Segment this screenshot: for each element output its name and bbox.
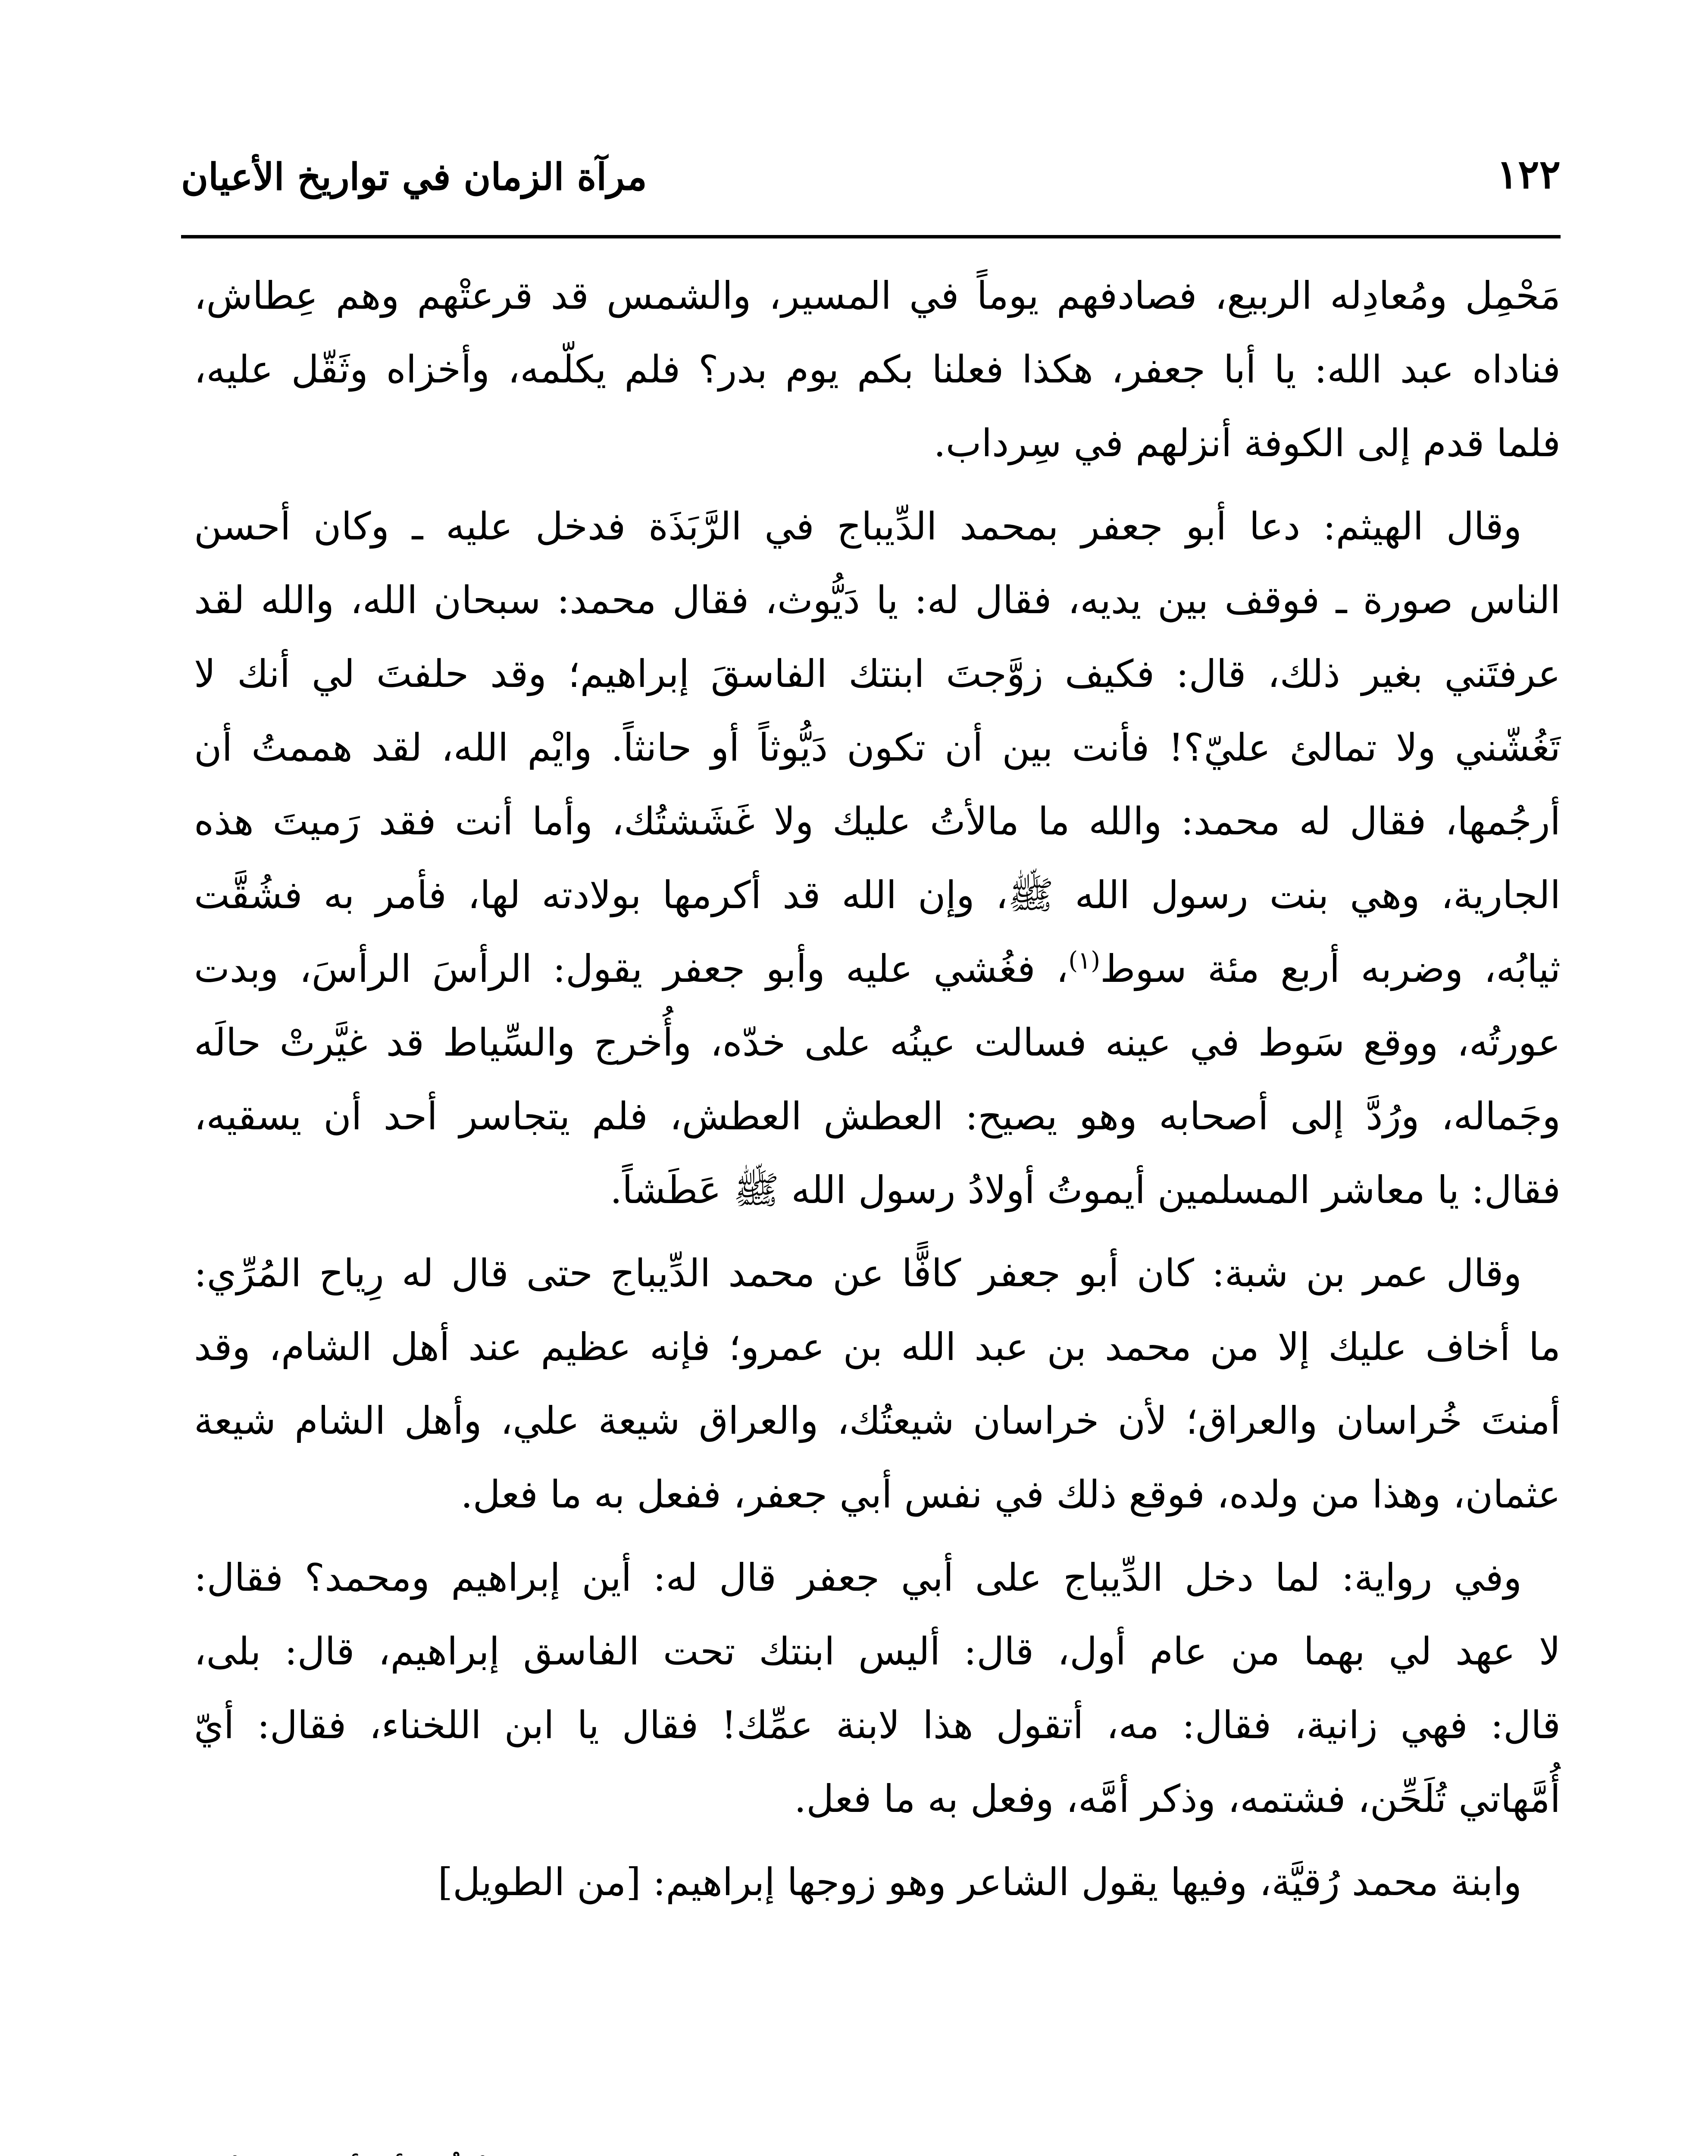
main-text [194,259,1561,1928]
text-line: تَغُشّني ولا تمالئ عليّ؟! فأنت بين أن تكون دَيُّوثاً أو حانثاً. وايْم الله، لقد هممتُ أن [194,725,1561,770]
text-line: وجَماله، ورُدَّ إلى أصحابه وهو يصيح: العطش العطش، فلم يتجاسر أحد أن يسقيه، [194,1094,1561,1138]
text-line: وقال عمر بن شبة: كان أبو جعفر كافًّا عن محمد الدِّيباج حتى قال له رِياح المُرِّي: [194,1251,1522,1295]
paragraph-1 [194,259,1561,480]
text-line: مَحْمِل ومُعادِله الربيع، فصادفهم يوماً في المسير، والشمس قد قرعتْهم وهم عِطاش، [194,273,1561,318]
text-line: الناس صورة ـ فوقف بين يديه، فقال له: يا دَيُّوث، فقال محمد: سبحان الله، والله لقد [194,578,1561,622]
text-line: فقال: يا معاشر المسلمين أيموتُ أولادُ رسول الله ﷺ عَطَشاً. [610,1168,1561,1212]
text-line: ما أخاف عليك إلا من محمد بن عبد الله بن عمرو؛ فإنه عظيم عند أهل الشام، وقد [194,1325,1561,1369]
text-line: قال: فهي زانية، فقال: مه، أتقول هذا لابنة عمِّك! فقال يا ابن اللخناء، فقال: أيّ [194,1703,1561,1747]
text-line: أُمَّهاتي تُلَحِّن، فشتمه، وذكر أمَّه، وفعل به ما فعل. [794,1777,1561,1821]
text-fragment: ثيابُه، وضربه أربع مئة سوط [1100,946,1561,991]
text-line: لا عهد لي بهما من عام أول، قال: أليس ابنتك تحت الفاسق إبراهيم، قال: بلى، [194,1629,1561,1673]
running-header [181,142,1561,216]
footnote-reference[interactable]: (١) [1068,946,1101,975]
text-line: عورتُه، ووقع سَوط في عينه فسالت عينُه على خدّه، وأُخرج والسِّياط قد غيَّرتْ حالَه [194,1020,1561,1065]
text-line: فلما قدم إلى الكوفة أنزلهم في سِرداب. [933,421,1561,465]
text-line: وفي رواية: لما دخل الدِّيباج على أبي جعفر قال له: أين إبراهيم ومحمد؟ فقال: [194,1555,1522,1600]
text-line: وقال الهيثم: دعا أبو جعفر بمحمد الدِّيباج في الرَّبَذَة فدخل عليه ـ وكان أحسن [194,504,1522,548]
paragraph-3 [194,1236,1561,1531]
header-rule [181,235,1561,238]
text-line: وابنة محمد رُقيَّة، وفيها يقول الشاعر وهو زوجها إبراهيم: [من الطويل] [438,1860,1522,1904]
page-number: ١٢٢ [1496,151,1561,197]
text-line: فناداه عبد الله: يا أبا جعفر، هكذا فعلنا بكم يوم بدر؟ فلم يكلّمه، وأخزاه وثَقّل عليه، [194,347,1561,392]
paragraph-2 [194,489,1561,1227]
paragraph-4 [194,1541,1561,1836]
text-line: عرفتَني بغير ذلك، قال: فكيف زوَّجتَ ابنتك الفاسقَ إبراهيم؛ وقد حلفتَ لي أنك لا [194,652,1561,696]
paragraph-5 [194,1845,1561,1919]
text-line: الجارية، وهي بنت رسول الله ﷺ، وإن الله قد أكرمها بولادته لها، فأمر به فشُقَّت [194,873,1561,917]
text-line [194,932,1561,1006]
book-title: مرآة الزمان في تواريخ الأعيان [181,155,647,199]
text-line: أرجُمها، فقال له محمد: والله ما مالأتُ عليك ولا غَشَشتُك، وأما أنت فقد رَميتَ هذه [194,799,1561,843]
text-line: أمنتَ خُراسان والعراق؛ لأن خراسان شيعتُك، والعراق شيعة علي، وأهل الشام شيعة [194,1398,1561,1443]
text-line: عثمان، وهذا من ولده، فوقع ذلك في نفس أبي جعفر، ففعل به ما فعل. [460,1472,1561,1517]
text-fragment: ، فغُشي عليه وأبو جعفر يقول: الرأسَ الرأسَ، وبدت [194,946,1069,991]
